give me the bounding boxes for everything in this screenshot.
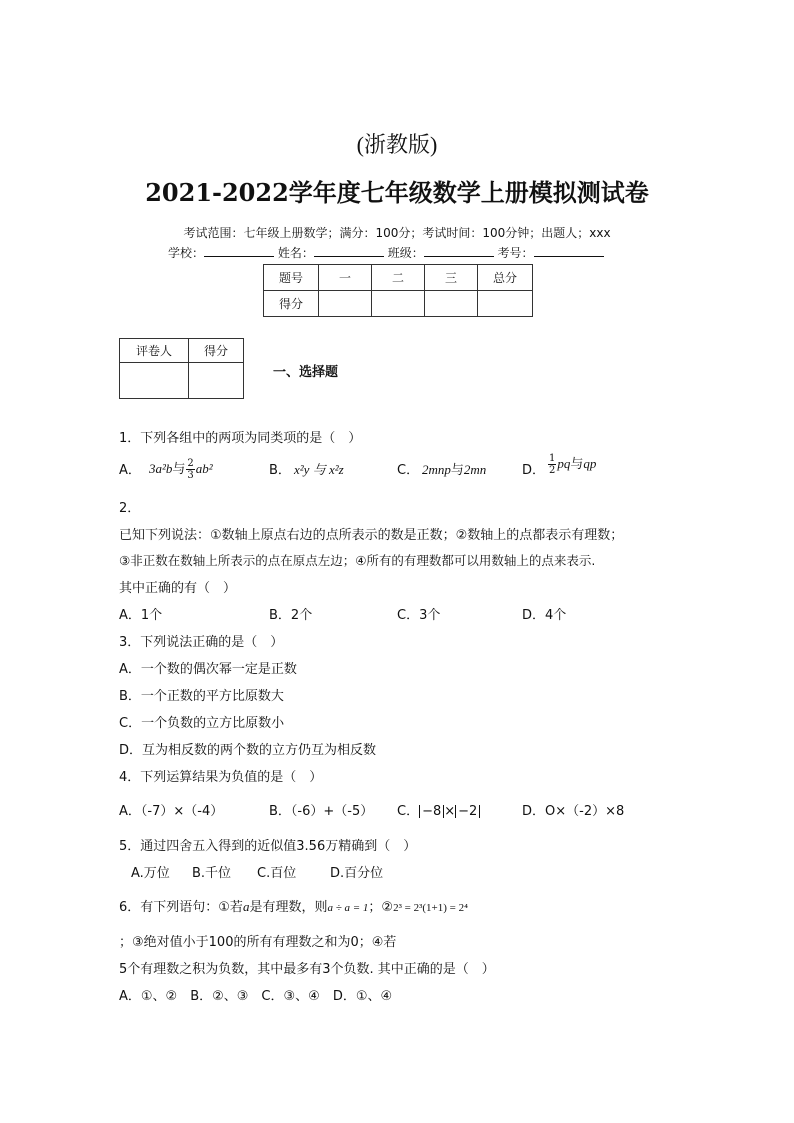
q1-option-a-label: A． <box>119 463 141 478</box>
score-cell[interactable] <box>372 291 425 317</box>
score-cell[interactable] <box>478 291 533 317</box>
school-label: 学校： <box>168 246 205 260</box>
score-table <box>263 264 533 317</box>
grader-header: 得分 <box>189 339 244 363</box>
q1-option-d-label: D． <box>522 463 546 478</box>
section-title: 一、选择题 <box>273 365 339 380</box>
q1-option-c: 2mnp与2mn <box>422 462 487 478</box>
q4-option-c-label: C． <box>397 804 420 819</box>
question-5-stem: 5．通过四舍五入得到的近似值3.56万精确到（ ） <box>119 839 417 854</box>
q4-option-b: B．（-6）+（-5） <box>269 804 374 819</box>
q4-option-a: A．（-7）×（-4） <box>119 804 224 819</box>
q3-option-a: A．一个数的偶次幂一定是正数 <box>119 662 297 677</box>
exam-info: 考试范围：七年级上册数学；满分：100分；考试时间：100分钟；出题人；xxx <box>183 226 611 240</box>
name-field[interactable] <box>314 245 384 257</box>
question-4-stem: 4．下列运算结果为负值的是（ ） <box>119 770 323 785</box>
number-field[interactable] <box>534 245 604 257</box>
q1-option-a: 3a²b与 $\frac{2}{3}$ ab² <box>149 458 213 481</box>
exam-title: 2021-2022学年度七年级数学上册模拟测试卷 <box>145 178 649 207</box>
score-table-header: 题号 <box>264 265 319 291</box>
q5-option-c: C.百位 <box>257 866 297 881</box>
q1-option-b: x²y 与 x²z <box>294 462 344 477</box>
question-1-stem: 1．下列各组中的两项为同类项的是（ ） <box>119 431 362 446</box>
q5-option-d: D.百分位 <box>330 866 384 881</box>
student-fields <box>168 244 604 261</box>
grader-table <box>119 338 244 399</box>
question-2-number: 2． <box>119 501 141 516</box>
question-6-stem: 6．有下列语句：①若a是有理数，则a ÷ a = 1；②2³ = 2³(1+1) = 2⁴ <box>119 899 468 915</box>
class-label: 班级： <box>387 246 424 260</box>
question-6-line2: ；③绝对值小于100的所有有理数之和为0；④若 <box>119 935 397 950</box>
q2-option-a: A．1个 <box>119 608 163 623</box>
question-6-options: A．①、② B．②、③ C．③、④ D．①、④ <box>119 989 393 1004</box>
q2-option-c: C．3个 <box>397 608 441 623</box>
question-6-line3: 5个有理数之积为负数，其中最多有3个负数. 其中正确的是（ ） <box>119 962 495 977</box>
score-cell[interactable] <box>319 291 372 317</box>
edition-label: (浙教版) <box>356 132 438 157</box>
q3-option-d: D．互为相反数的两个数的立方仍互为相反数 <box>119 743 377 758</box>
question-3-stem: 3．下列说法正确的是（ ） <box>119 635 284 650</box>
q3-option-b: B．一个正数的平方比原数大 <box>119 689 284 704</box>
grader-cell[interactable] <box>189 363 244 399</box>
score-row-label: 得分 <box>264 291 319 317</box>
q2-option-d: D．4个 <box>522 608 567 623</box>
q2-option-b: B．2个 <box>269 608 313 623</box>
school-field[interactable] <box>204 245 274 257</box>
number-label: 考号： <box>497 246 534 260</box>
question-2-line1: 已知下列说法：①数轴上原点右边的点所表示的数是正数；②数轴上的点都表示有理数； <box>119 528 624 543</box>
q4-option-d: D．O×（-2）×8 <box>522 804 625 819</box>
score-table-header: 三 <box>425 265 478 291</box>
q1-option-b-label: B． <box>269 463 291 478</box>
question-2-line2: ③非正数在数轴上所表示的点在原点左边；④所有的有理数都可以用数轴上的点来表示. <box>119 553 596 568</box>
score-table-header: 总分 <box>478 265 533 291</box>
score-cell[interactable] <box>425 291 478 317</box>
grader-header: 评卷人 <box>120 339 189 363</box>
name-label: 姓名： <box>277 246 314 260</box>
q5-option-a: A.万位 <box>131 866 170 881</box>
q5-option-b: B.千位 <box>192 866 232 881</box>
grader-cell[interactable] <box>120 363 189 399</box>
score-table-header: 一 <box>319 265 372 291</box>
class-field[interactable] <box>424 245 494 257</box>
q4-option-c: C． −8 × −2 <box>397 800 480 819</box>
score-table-header: 二 <box>372 265 425 291</box>
q1-option-c-label: C． <box>397 463 420 478</box>
question-2-line3: 其中正确的有（ ） <box>119 581 237 596</box>
q1-option-d: $\frac{1}{2}$ pq与qp <box>549 453 597 476</box>
q3-option-c: C．一个负数的立方比原数小 <box>119 716 285 731</box>
